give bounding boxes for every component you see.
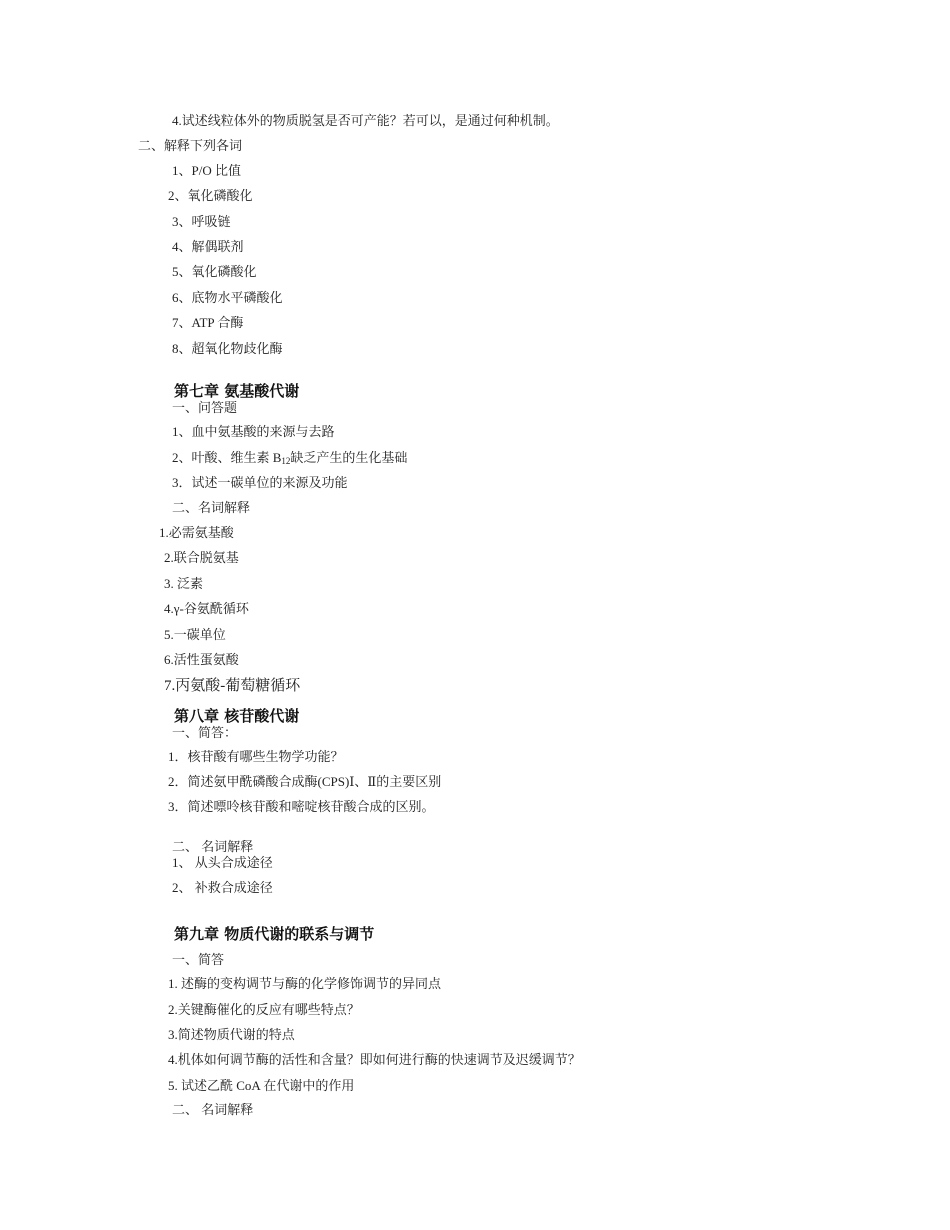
question-item: 1．核苷酸有哪些生物学功能？ xyxy=(168,749,344,764)
section-heading: 一、简答 xyxy=(172,952,225,967)
term-item: 1.必需氨基酸 xyxy=(159,525,234,540)
term-item: 3. 泛素 xyxy=(164,576,204,591)
section-heading: 二、名词解释 xyxy=(172,500,251,515)
question-item: 3.简述物质代谢的特点 xyxy=(168,1027,295,1042)
question-item: 3．试述一碳单位的来源及功能 xyxy=(172,475,348,490)
question-item: 4.机体如何调节酶的活性和含量？即如何进行酶的快速调节及迟缓调节？ xyxy=(168,1052,581,1067)
term-item: 1、P/O 比值 xyxy=(172,163,241,178)
question-item: 2.关键酶催化的反应有哪些特点？ xyxy=(168,1002,360,1017)
question-item: 2、叶酸、维生素 $B_{12}$缺乏产生的生化基础 xyxy=(172,450,408,466)
term-item: 5.一碳单位 xyxy=(164,627,226,642)
section-heading: 二、解释下列各词 xyxy=(138,138,243,153)
term-item: 4.γ-谷氨酰循环 xyxy=(164,601,249,616)
chapter-title: 第八章 核苷酸代谢 xyxy=(174,707,300,725)
section-heading: 一、问答题 xyxy=(172,400,238,415)
term-item: 2、氧化磷酸化 xyxy=(168,188,253,203)
question-4: 4.试述线粒体外的物质脱氢是否可产能？若可以，是通过何种机制。 xyxy=(172,113,559,128)
chapter-title: 第九章 物质代谢的联系与调节 xyxy=(174,925,375,943)
term-item: 6.活性蛋氨酸 xyxy=(164,652,239,667)
term-item: 7、ATP 合酶 xyxy=(172,315,244,330)
chapter-title: 第七章 氨基酸代谢 xyxy=(174,382,300,400)
term-item: 6、底物水平磷酸化 xyxy=(172,290,283,305)
section-heading: 二、 名词解释 xyxy=(172,839,254,854)
term-item: 7.丙氨酸-葡萄糖循环 xyxy=(164,678,301,694)
question-item: 2．简述氨甲酰磷酸合成酶(CPS)Ⅰ、Ⅱ的主要区别 xyxy=(168,774,442,789)
term-item: 3、呼吸链 xyxy=(172,214,231,229)
question-item: 5. 试述乙酰 CoA 在代谢中的作用 xyxy=(168,1078,355,1093)
term-item: 2、 补救合成途径 xyxy=(172,880,273,895)
term-item: 5、氧化磷酸化 xyxy=(172,264,257,279)
question-item: 1. 述酶的变构调节与酶的化学修饰调节的异同点 xyxy=(168,976,442,991)
question-item: 3．简述嘌呤核苷酸和嘧啶核苷酸合成的区别。 xyxy=(168,799,435,814)
term-item: 1、 从头合成途径 xyxy=(172,855,273,870)
term-item: 2.联合脱氨基 xyxy=(164,550,239,565)
section-heading: 二、 名词解释 xyxy=(172,1102,254,1117)
question-item: 1、血中氨基酸的来源与去路 xyxy=(172,424,335,439)
section-heading: 一、简答： xyxy=(172,725,238,740)
term-item: 8、超氧化物歧化酶 xyxy=(172,341,283,356)
term-item: 4、解偶联剂 xyxy=(172,239,244,254)
